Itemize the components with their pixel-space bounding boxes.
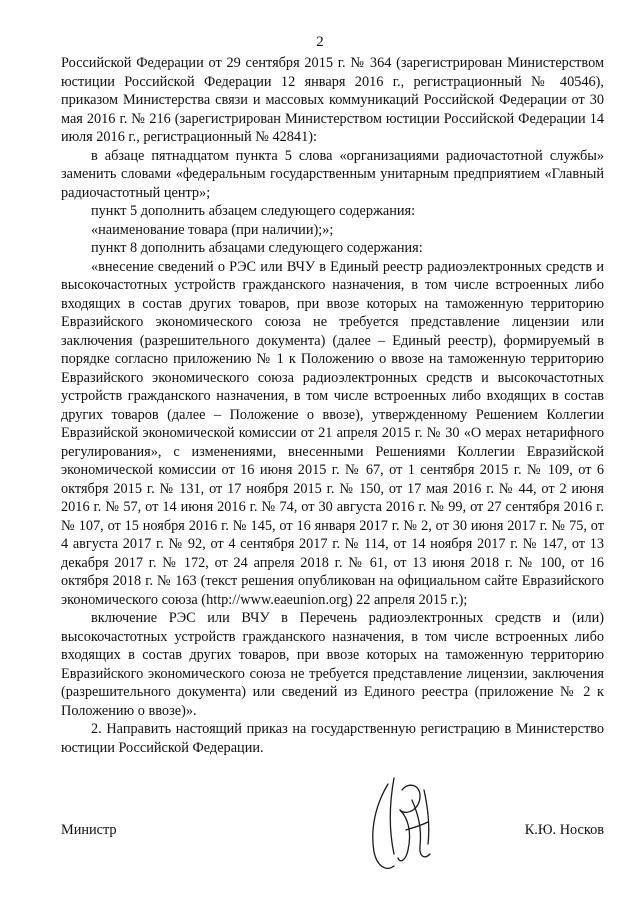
signatory-name: К.Ю. Носков: [524, 822, 604, 838]
paragraph-6: «внесение сведений о РЭС или ВЧУ в Единый реестр радиоэлектронных средств и высокочастотных устройств гражданского назначения, в том числе встроенных либо входящих в состав других товаров, при ввозе которых на таможенную территорию Евразийского экономического союза не требуется представление лицензии или заключения (разрешительного документа) (далее – Единый реестр), формируемый в порядке согласно приложению № 1 к Положению о ввозе на таможенную территорию Евразийского экономического союза радиоэлектронных средств и высокочастотных устройств гражданского назначения, в том числе встроенных либо входящих в состав других товаров (далее – Положение о ввозе), утвержденному Решением Коллегии Евразийской экономической комиссии от 21 апреля 2015 г. № 30 «О мерах нетарифного регулирования», с изменениями, внесенными Решениями Коллегии Евразийской экономической комиссии от 16 июня 2015 г. № 67, от 1 сентября 2015 г. № 109, от 6 октября 2015 г. № 131, от 17 ноября 2015 г. № 150, от 17 мая 2016 г. № 44, от 2 июня 2016 г. № 57, от 14 июня 2016 г. № 74, от 30 августа 2016 г. № 99, от 27 сентября 2016 г. № 107, от 15 ноября 2016 г. № 145, от 16 января 2017 г. № 2, от 30 июня 2017 г. № 75, от 4 августа 2017 г. № 92, от 4 сентября 2017 г. № 114, от 14 ноября 2017 г. № 147, от 13 декабря 2017 г. № 172, от 24 апреля 2018 г. № 61, от 13 июня 2018 г. № 100, от 16 октября 2018 г. № 163 (текст решения опубликован на официальном сайте Евразийского экономического союза (http://www.eaeunion.org) 22 апреля 2015 г.);: [61, 258, 604, 608]
handwritten-signature: [350, 770, 460, 880]
paragraph-5: пункт 8 дополнить абзацами следующего содержания:: [91, 240, 423, 256]
paragraph-4: «наименование товара (при наличии);»;: [91, 221, 334, 238]
page-number: 2: [316, 34, 324, 50]
signatory-title: Министр: [61, 822, 117, 838]
paragraph-7: включение РЭС или ВЧУ в Перечень радиоэлектронных средств и (или) высокочастотных устройств гражданского назначения, в том числе встроенных либо входящих в состав других товаров, при ввозе которых на таможенную территорию Евразийского экономического союза не требуется представление лицензии, заключения (разрешительного документа) или сведений из Единого реестра (приложение № 2 к Положению о ввозе)».: [61, 610, 604, 719]
paragraph-8: 2. Направить настоящий приказ на государственную регистрацию в Министерство юстиции Российской Федерации.: [61, 721, 604, 756]
paragraph-1: Российской Федерации от 29 сентября 2015 г. № 364 (зарегистрирован Министерством юстиции Российской Федерации 12 января 2016 г., регистрационный № 40546), приказом Министерства связи и массовых коммуникаций Российской Федерации от 30 мая 2016 г. № 216 (зарегистрирован Министерством юстиции Российской Федерации 14 июля 2016 г., регистрационный № 42841):: [61, 55, 604, 145]
paragraph-3: пункт 5 дополнить абзацем следующего содержания:: [91, 203, 416, 219]
paragraph-2: в абзаце пятнадцатом пункта 5 слова «организациями радиочастотной службы» заменить словами «федеральным государственным унитарным предприятием «Главный радиочастотный центр»;: [61, 147, 604, 201]
document-body: [61, 54, 604, 757]
